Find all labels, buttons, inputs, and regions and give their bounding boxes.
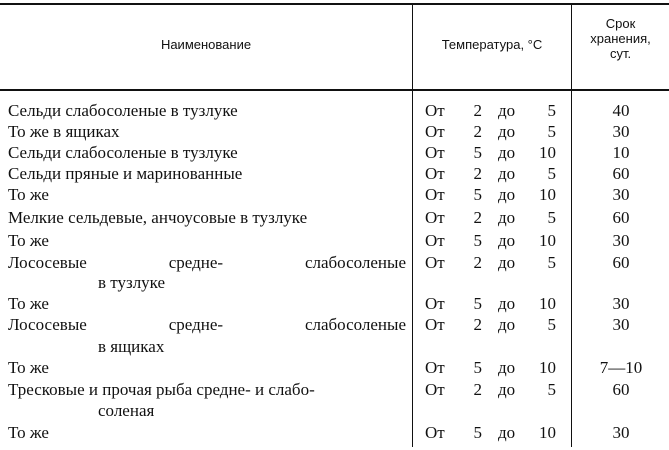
header-temperature-column: Температура, °С <box>441 37 543 52</box>
temp-low: 5 <box>473 294 482 313</box>
temp-to-label: до <box>498 380 516 399</box>
temp-from-label: От <box>425 358 445 377</box>
header-term-line-1: Срок <box>605 16 636 31</box>
temp-high: 5 <box>547 208 556 227</box>
product-name-word: Лососевые <box>8 253 87 272</box>
product-name <box>8 253 406 273</box>
table-row <box>0 423 669 443</box>
temp-low: 2 <box>473 122 482 141</box>
product-name-word: Лососевые <box>8 315 87 334</box>
temp-from-label: От <box>425 231 445 250</box>
table-row <box>0 231 669 251</box>
temp-to-label: до <box>498 101 516 120</box>
table-top-rule <box>0 3 669 5</box>
temp-low: 5 <box>473 423 482 442</box>
temp-high: 5 <box>547 315 556 334</box>
table-row <box>0 122 669 142</box>
table-row <box>0 208 669 228</box>
temp-to-label: до <box>498 122 516 141</box>
storage-days: 30 <box>612 315 630 334</box>
table-row <box>0 380 669 400</box>
table-row <box>0 315 669 335</box>
temp-high: 10 <box>539 294 556 313</box>
temp-low: 2 <box>473 164 482 183</box>
storage-days: 30 <box>612 423 630 442</box>
table-row <box>0 253 669 273</box>
product-name: То же <box>8 294 49 313</box>
product-name: Мелкие сельдевые, анчоусовые в тузлуке <box>8 208 308 227</box>
table-row-continuation <box>0 401 669 421</box>
temp-from-label: От <box>425 294 445 313</box>
product-name: Сельди слабосоленые в тузлуке <box>8 143 238 162</box>
table-row <box>0 185 669 205</box>
temp-from-label: От <box>425 164 445 183</box>
temp-from-label: От <box>425 423 445 442</box>
temp-low: 5 <box>473 231 482 250</box>
temp-high: 10 <box>539 143 556 162</box>
temp-low: 2 <box>473 315 482 334</box>
product-name-word: слабосоленые <box>304 253 406 272</box>
table-row <box>0 101 669 121</box>
temp-to-label: до <box>498 185 516 204</box>
header-bottom-rule <box>0 89 669 91</box>
temp-from-label: От <box>425 208 445 227</box>
header-term-line-2: хранения, <box>590 31 651 46</box>
temp-to-label: до <box>498 231 516 250</box>
temp-from-label: От <box>425 380 445 399</box>
header-term-line-3: сут. <box>609 46 632 61</box>
temp-low: 2 <box>473 253 482 272</box>
temp-to-label: до <box>498 253 516 272</box>
temp-to-label: до <box>498 294 516 313</box>
product-name-continuation: в ящиках <box>98 337 165 356</box>
table-row <box>0 294 669 314</box>
table-row <box>0 164 669 184</box>
product-name <box>8 315 406 335</box>
product-name: Сельди пряные и маринованные <box>8 164 243 183</box>
header-name-column: Наименование <box>160 37 252 52</box>
temp-from-label: От <box>425 315 445 334</box>
storage-days: 60 <box>612 164 630 183</box>
product-name: То же <box>8 423 49 442</box>
product-name-word: слабосоленые <box>304 315 406 334</box>
temp-low: 2 <box>473 380 482 399</box>
temp-high: 10 <box>539 423 556 442</box>
temp-low: 2 <box>473 208 482 227</box>
storage-days: 60 <box>612 208 630 227</box>
product-name: То же <box>8 358 49 377</box>
temp-high: 10 <box>539 185 556 204</box>
temp-from-label: От <box>425 253 445 272</box>
table-row-continuation <box>0 273 669 293</box>
temp-from-label: От <box>425 122 445 141</box>
product-name-word: средне- <box>168 315 224 334</box>
product-name: Тресковые и прочая рыба средне- и слабо- <box>8 380 315 399</box>
temp-to-label: до <box>498 358 516 377</box>
storage-days: 10 <box>612 143 630 162</box>
temp-low: 2 <box>473 101 482 120</box>
product-name-continuation: в тузлуке <box>98 273 166 292</box>
header-storage-term-column <box>572 16 669 61</box>
table-row-continuation <box>0 337 669 357</box>
product-name: То же в ящиках <box>8 122 120 141</box>
storage-days: 30 <box>612 231 630 250</box>
storage-days: 30 <box>612 294 630 313</box>
temp-to-label: до <box>498 208 516 227</box>
temp-from-label: От <box>425 101 445 120</box>
temp-low: 5 <box>473 185 482 204</box>
temp-low: 5 <box>473 358 482 377</box>
product-name: То же <box>8 231 49 250</box>
temp-to-label: до <box>498 315 516 334</box>
temp-to-label: до <box>498 164 516 183</box>
temp-high: 5 <box>547 164 556 183</box>
storage-days: 60 <box>612 380 630 399</box>
product-name-word: средне- <box>168 253 224 272</box>
storage-days: 30 <box>612 185 630 204</box>
temp-high: 10 <box>539 358 556 377</box>
storage-days: 7—10 <box>599 358 643 377</box>
temp-high: 5 <box>547 253 556 272</box>
temp-low: 5 <box>473 143 482 162</box>
table-row <box>0 358 669 378</box>
temp-high: 5 <box>547 101 556 120</box>
table-row <box>0 143 669 163</box>
temp-from-label: От <box>425 185 445 204</box>
storage-days: 60 <box>612 253 630 272</box>
storage-days: 30 <box>612 122 630 141</box>
product-name: То же <box>8 185 49 204</box>
temp-from-label: От <box>425 143 445 162</box>
temp-to-label: до <box>498 423 516 442</box>
temp-high: 5 <box>547 122 556 141</box>
temp-to-label: до <box>498 143 516 162</box>
storage-days: 40 <box>612 101 630 120</box>
product-name: Сельди слабосоленые в тузлуке <box>8 101 238 120</box>
temp-high: 10 <box>539 231 556 250</box>
product-name-continuation: соленая <box>98 401 155 420</box>
temp-high: 5 <box>547 380 556 399</box>
